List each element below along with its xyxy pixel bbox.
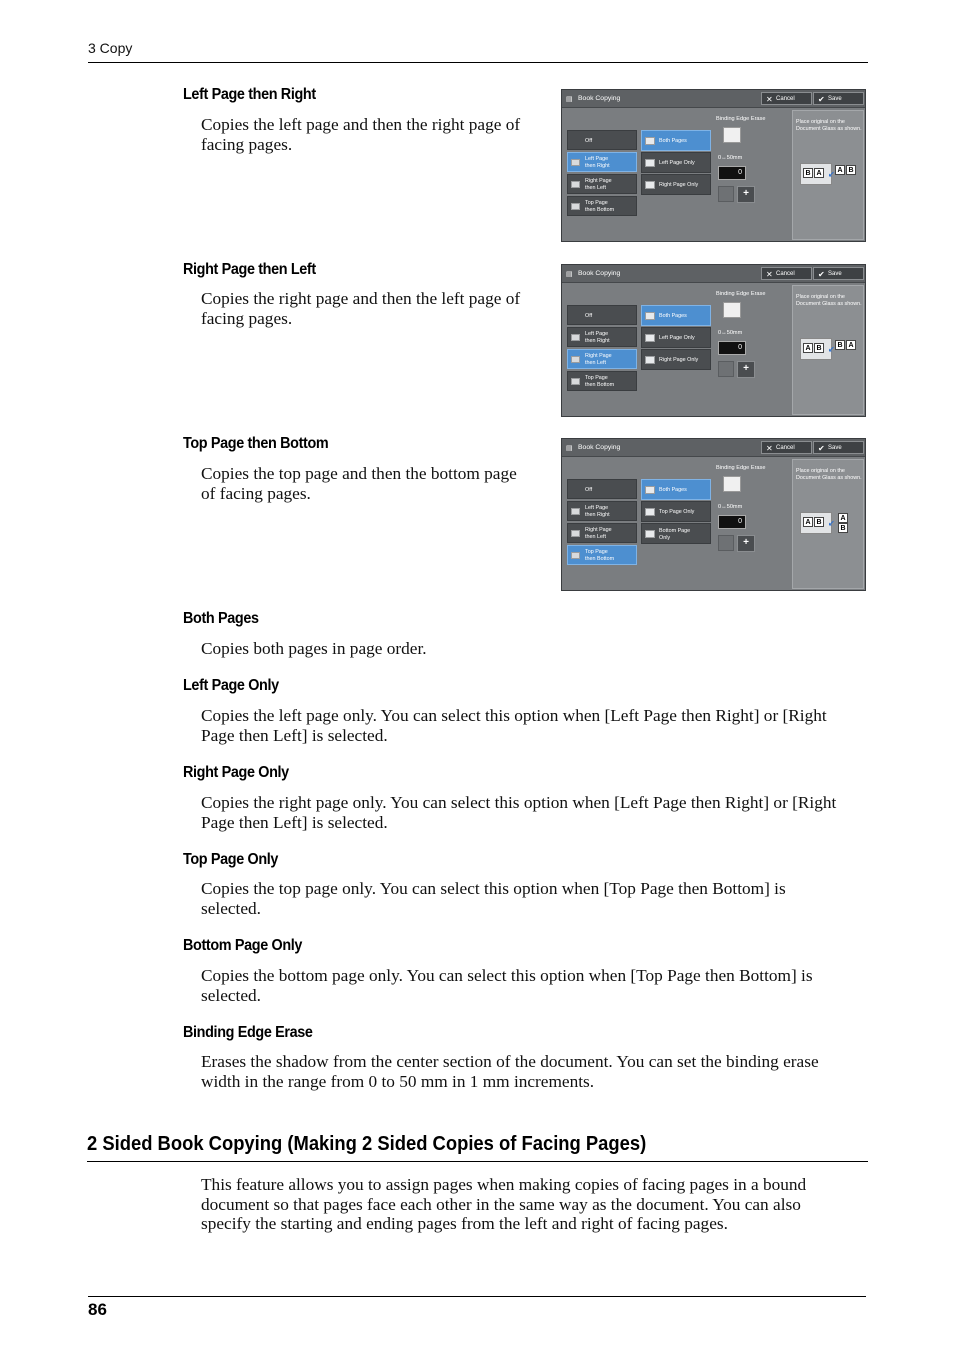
section-rule xyxy=(87,1161,868,1162)
label-line: Right Page Only xyxy=(659,357,699,363)
desc-line: selected. xyxy=(201,898,261,918)
book-icon xyxy=(571,181,580,188)
page-icon xyxy=(645,530,655,538)
body-line: document so that pages face each other in the same way as the document. You can also xyxy=(201,1194,801,1214)
page-icon xyxy=(645,137,655,145)
page-option-label xyxy=(659,160,695,167)
book-icon: ▤ xyxy=(566,271,573,278)
book-mode-button[interactable] xyxy=(567,479,637,499)
label-line: Right Page xyxy=(585,178,612,184)
close-icon: ✕ xyxy=(766,270,773,279)
page-letter: A xyxy=(835,165,845,175)
page-option-button[interactable] xyxy=(641,349,711,370)
label-line: then Left xyxy=(585,184,606,191)
label-line: Off xyxy=(585,487,593,493)
book-icon xyxy=(571,356,580,363)
book-mode-button[interactable] xyxy=(567,130,637,150)
label-line: then Bottom xyxy=(585,555,615,562)
erase-range-label: 0↔50mm xyxy=(718,155,743,161)
book-icon: ▤ xyxy=(566,445,573,452)
book-mode-label xyxy=(585,353,612,366)
desc-right-page-only xyxy=(201,793,836,832)
page-option-label xyxy=(659,357,698,364)
label-line: Right Page Only xyxy=(659,182,699,188)
erase-range-label: 0↔50mm xyxy=(718,330,743,336)
page-option-label xyxy=(659,182,698,189)
cancel-label: Cancel xyxy=(776,96,795,102)
label-line: Off xyxy=(585,313,593,319)
book-copying-screenshot xyxy=(561,89,866,242)
page-option-label xyxy=(659,138,687,145)
desc-top-page-only xyxy=(201,879,786,918)
save-label: Save xyxy=(828,445,842,451)
binding-edge-icon xyxy=(723,127,741,143)
book-mode-label xyxy=(585,200,614,213)
term-binding-edge-erase: Binding Edge Erase xyxy=(183,1024,313,1041)
label-line: Top Page Only xyxy=(659,509,695,515)
book-mode-label xyxy=(585,527,612,540)
label-line: Top Page xyxy=(585,200,608,206)
save-button[interactable] xyxy=(813,92,864,105)
cancel-button[interactable] xyxy=(761,441,812,454)
label-line: then Right xyxy=(585,511,610,518)
close-icon: ✕ xyxy=(766,444,773,453)
label-line: Both Pages xyxy=(659,487,687,493)
page-icon xyxy=(645,334,655,342)
desc-line: Copies the top page and then the bottom page xyxy=(201,464,517,483)
book-icon xyxy=(571,203,580,210)
desc-line: of facing pages. xyxy=(201,483,311,503)
page-option-label xyxy=(659,335,695,342)
screen-title: Book Copying xyxy=(578,95,621,102)
arrow-icon: ↙ xyxy=(828,170,835,179)
desc-binding-edge-erase xyxy=(201,1052,819,1091)
screen-title: Book Copying xyxy=(578,444,621,451)
page-letter: A xyxy=(803,517,813,527)
increment-button[interactable]: + xyxy=(737,361,755,378)
page-letter: B xyxy=(814,343,824,353)
book-mode-button[interactable] xyxy=(567,174,637,194)
label-line: Top Page xyxy=(585,375,608,381)
book-mode-button[interactable] xyxy=(567,152,637,172)
book-mode-label xyxy=(585,156,610,169)
desc-line: Copies the right page and then the left page of xyxy=(201,289,521,308)
desc-line: width in the range from 0 to 50 mm in 1 mm increments. xyxy=(201,1071,595,1091)
guide-text: Place original on the Document Glass as shown. xyxy=(796,119,862,132)
binding-edge-icon xyxy=(723,476,741,492)
label-line: then Bottom xyxy=(585,381,615,388)
label-line: Both Pages xyxy=(659,313,687,319)
book-mode-label xyxy=(585,331,610,344)
book-icon xyxy=(571,530,580,537)
label-line: Top Page xyxy=(585,549,608,555)
decrement-button[interactable] xyxy=(718,361,734,377)
term-top-page-then-bottom: Top Page then Bottom xyxy=(183,435,329,452)
page-letter: B xyxy=(835,340,845,350)
label-line: then Bottom xyxy=(585,206,615,213)
book-icon xyxy=(571,159,580,166)
label-line: Left Page xyxy=(585,505,609,511)
guide-text: Place original on the Document Glass as shown. xyxy=(796,468,862,481)
page-option-button[interactable] xyxy=(641,174,711,195)
page-icon xyxy=(645,181,655,189)
page-option-button[interactable] xyxy=(641,501,711,522)
desc-line: facing pages. xyxy=(201,308,293,328)
label-line: Bottom Page xyxy=(659,528,691,534)
page-letter: A xyxy=(814,168,824,178)
book-icon xyxy=(571,378,580,385)
erase-value-field[interactable]: 0 xyxy=(718,341,746,355)
label-line: Only xyxy=(659,534,671,541)
page-option-label xyxy=(659,313,687,320)
save-label: Save xyxy=(828,96,842,102)
page-icon xyxy=(645,312,655,320)
page-letter: A xyxy=(803,343,813,353)
book-mode-label xyxy=(585,549,614,562)
desc-right-page-then-left xyxy=(201,289,520,328)
page-letter: B xyxy=(838,523,848,533)
increment-button[interactable]: + xyxy=(737,186,755,203)
book-mode-button[interactable] xyxy=(567,501,637,521)
label-line: Off xyxy=(585,138,593,144)
book-copying-screenshot xyxy=(561,264,866,417)
page-icon xyxy=(645,356,655,364)
page-option-button[interactable] xyxy=(641,130,711,151)
desc-top-page-then-bottom xyxy=(201,464,517,503)
save-button[interactable] xyxy=(813,267,864,280)
page-option-button[interactable] xyxy=(641,152,711,173)
book-mode-label xyxy=(585,178,612,191)
term-left-page-then-right: Left Page then Right xyxy=(183,86,316,103)
label-line: then Right xyxy=(585,162,610,169)
screen-title: Book Copying xyxy=(578,270,621,277)
book-mode-button[interactable] xyxy=(567,523,637,543)
section-title: 2 Sided Book Copying (Making 2 Sided Copies of Facing Pages) xyxy=(87,1133,647,1155)
desc-line: Copies both pages in page order. xyxy=(201,639,427,658)
page-option-label xyxy=(659,509,694,516)
binding-edge-erase-label: Binding Edge Erase xyxy=(716,116,766,122)
label-line: then Right xyxy=(585,337,610,344)
page-letter: B xyxy=(803,168,813,178)
desc-line: Copies the left page only. You can select this option when [Left Page then Right] or [Right xyxy=(201,706,827,725)
book-mode-label xyxy=(585,313,592,320)
desc-line: Copies the top page only. You can select this option when [Top Page then Bottom] is xyxy=(201,879,786,898)
term-both-pages: Both Pages xyxy=(183,610,259,627)
desc-left-page-only xyxy=(201,706,827,745)
book-mode-button[interactable] xyxy=(567,327,637,347)
page-option-button[interactable] xyxy=(641,305,711,326)
page-number: 86 xyxy=(88,1300,107,1319)
page-option-button[interactable] xyxy=(641,327,711,348)
body-line: specify the starting and ending pages from the left and right of facing pages. xyxy=(201,1214,728,1233)
save-button[interactable] xyxy=(813,441,864,454)
desc-line: Copies the bottom page only. You can select this option when [Top Page then Bottom] is xyxy=(201,966,813,985)
page-option-label xyxy=(659,528,690,541)
guide-text: Place original on the Document Glass as shown. xyxy=(796,294,862,307)
arrow-icon: ↙ xyxy=(828,519,835,528)
save-label: Save xyxy=(828,271,842,277)
body-line: This feature allows you to assign pages when making copies of facing pages in a bound xyxy=(201,1175,807,1194)
page-letter: A xyxy=(846,340,856,350)
book-mode-button[interactable] xyxy=(567,349,637,369)
page-letter: B xyxy=(846,165,856,175)
page-option-button[interactable] xyxy=(641,523,711,544)
book-icon xyxy=(571,552,580,559)
book-copying-screenshot xyxy=(561,438,866,591)
label-line: Left Page Only xyxy=(659,335,695,341)
book-icon xyxy=(571,508,580,515)
desc-line: selected. xyxy=(201,985,261,1005)
header-rule xyxy=(88,62,868,63)
book-mode-label xyxy=(585,505,610,518)
checkmark-icon: ✔ xyxy=(818,95,825,104)
page-icon xyxy=(645,159,655,167)
binding-edge-erase-label: Binding Edge Erase xyxy=(716,291,766,297)
cancel-label: Cancel xyxy=(776,445,795,451)
desc-bottom-page-only xyxy=(201,966,813,1005)
label-line: Left Page Only xyxy=(659,160,695,166)
label-line: Both Pages xyxy=(659,138,687,144)
book-mode-button[interactable] xyxy=(567,196,637,216)
desc-line: Page then Left] is selected. xyxy=(201,725,388,745)
term-right-page-then-left: Right Page then Left xyxy=(183,261,316,278)
erase-value-field[interactable]: 0 xyxy=(718,166,746,180)
book-icon xyxy=(571,334,580,341)
book-mode-label xyxy=(585,487,592,494)
checkmark-icon: ✔ xyxy=(818,444,825,453)
decrement-button[interactable] xyxy=(718,186,734,202)
term-left-page-only: Left Page Only xyxy=(183,677,279,694)
page-option-label xyxy=(659,487,687,494)
running-head: 3 Copy xyxy=(88,40,133,56)
book-icon: ▤ xyxy=(566,96,573,103)
label-line: Left Page xyxy=(585,156,609,162)
section-body xyxy=(201,1175,806,1234)
cancel-button[interactable] xyxy=(761,92,812,105)
page-option-button[interactable] xyxy=(641,479,711,500)
decrement-button[interactable] xyxy=(718,535,734,551)
page-icon xyxy=(645,508,655,516)
cancel-button[interactable] xyxy=(761,267,812,280)
book-mode-label xyxy=(585,138,592,145)
erase-value-field[interactable]: 0 xyxy=(718,515,746,529)
book-mode-button[interactable] xyxy=(567,305,637,325)
label-line: then Left xyxy=(585,359,606,366)
erase-range-label: 0↔50mm xyxy=(718,504,743,510)
checkmark-icon: ✔ xyxy=(818,270,825,279)
cancel-label: Cancel xyxy=(776,271,795,277)
book-mode-button[interactable] xyxy=(567,545,637,565)
desc-line: Copies the left page and then the right page of xyxy=(201,115,521,134)
binding-edge-icon xyxy=(723,302,741,318)
term-top-page-only: Top Page Only xyxy=(183,851,279,868)
label-line: Right Page xyxy=(585,527,612,533)
label-line: Right Page xyxy=(585,353,612,359)
desc-left-page-then-right xyxy=(201,115,520,154)
label-line: Left Page xyxy=(585,331,609,337)
label-line: then Left xyxy=(585,533,606,540)
increment-button[interactable]: + xyxy=(737,535,755,552)
page-letter: B xyxy=(814,517,824,527)
page-letter: A xyxy=(838,513,848,523)
desc-line: Copies the right page only. You can select this option when [Left Page then Right] or [Right xyxy=(201,793,837,812)
term-bottom-page-only: Bottom Page Only xyxy=(183,937,303,954)
close-icon: ✕ xyxy=(766,95,773,104)
footer-rule xyxy=(88,1296,866,1297)
desc-both-pages xyxy=(201,639,427,659)
desc-line: Erases the shadow from the center section of the document. You can set the binding erase xyxy=(201,1052,819,1071)
binding-edge-erase-label: Binding Edge Erase xyxy=(716,465,766,471)
desc-line: Page then Left] is selected. xyxy=(201,812,388,832)
desc-line: facing pages. xyxy=(201,134,293,154)
term-right-page-only: Right Page Only xyxy=(183,764,289,781)
page-icon xyxy=(645,486,655,494)
book-mode-button[interactable] xyxy=(567,371,637,391)
arrow-icon: ↙ xyxy=(828,345,835,354)
book-mode-label xyxy=(585,375,614,388)
